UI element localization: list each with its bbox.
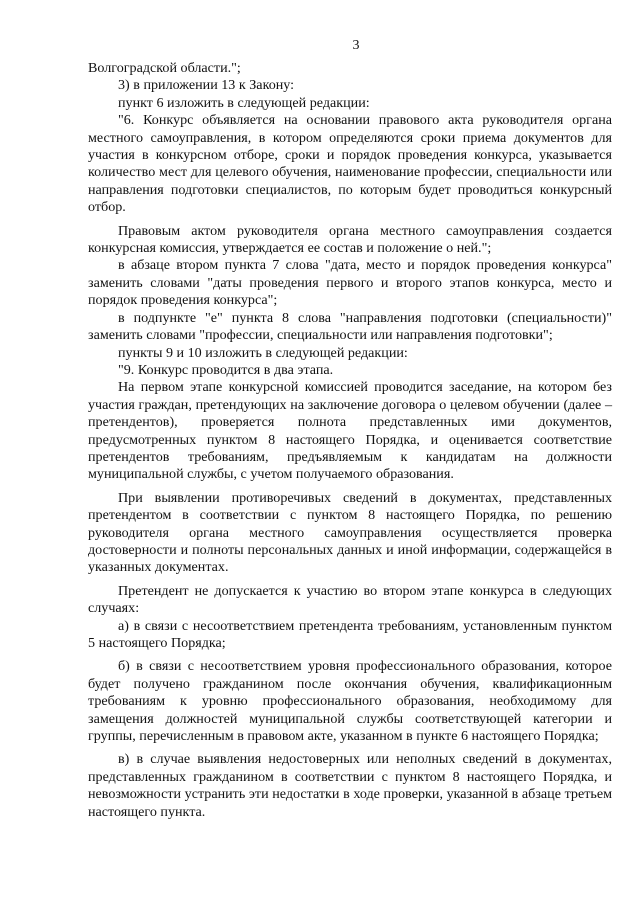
- paragraph-first-stage: На первом этапе конкурсной комиссией проводится заседание, на котором без участия граждан, претендующих на заключение договора о целевом обучении (далее – претендентов), проверяется полнота представленных ими документов, предусмотренных пунктом 8 настоящего Порядка, и оценивается соответствие претендентов требованиям, предъявляемым к кандидатам на должности муниципальной службы, с учетом получаемого образования.: [88, 379, 612, 483]
- paragraph-case-c: в) в случае выявления недостоверных или неполных сведений в документах, представленных гражданином в соответствии с пунктом 8 настоящего Порядка, и невозможности устранить эти недостатки в ходе проверки, указанной в абзаце третьем настоящего пункта.: [88, 751, 612, 820]
- paragraph-points-9-10-instruction: пункты 9 и 10 изложить в следующей редакции:: [118, 344, 408, 361]
- paragraph-commission: Правовым актом руководителя органа местного самоуправления создается конкурсная комиссия, утверждается ее состав и положение о ней.";: [88, 222, 612, 257]
- paragraph-point-6-instruction: пункт 6 изложить в следующей редакции:: [118, 94, 370, 111]
- document-body: [88, 60, 612, 821]
- paragraph-point-9-title: "9. Конкурс проводится в два этапа.: [118, 361, 334, 378]
- paragraph-point-7-change: в абзаце втором пункта 7 слова "дата, место и порядок проведения конкурса" заменить словами "даты проведения первого и второго этапов конкурса, место и порядок проведения конкурса";: [88, 257, 612, 309]
- paragraph-not-admitted: Претендент не допускается к участию во втором этапе конкурса в следующих случаях:: [88, 582, 612, 617]
- paragraph-point-8-change: в подпункте "е" пункта 8 слова "направления подготовки (специальности)" заменить словами "профессии, специальности или направления подготовки";: [88, 309, 612, 344]
- paragraph-point-6-text: "6. Конкурс объявляется на основании правового акта руководителя органа местного самоуправления, в котором определяются сроки приема документов для участия в конкурсном отборе, сроки и порядок проведения конкурса, указывается количество мест для целевого обучения, наименование профессии, специальности или направления подготовки специалистов, по которым будет проводиться конкурсный отбор.: [88, 112, 612, 216]
- paragraph-case-a: а) в связи с несоответствием претендента требованиям, установленным пунктом 5 настоящего Порядка;: [88, 617, 612, 651]
- paragraph-case-b: б) в связи с несоответствием уровня профессионального образования, которое будет получено гражданином после окончания обучения, квалификационным требованиям к уровню профессионального образования, необходимому для замещения должностей муниципальной службы соответствующей категории и группы, перечисленным в правовом акте, указанном в пункте 6 настоящего Порядка;: [88, 658, 612, 745]
- paragraph-item-3: 3) в приложении 13 к Закону:: [118, 77, 295, 94]
- page-number: 3: [352, 38, 360, 53]
- paragraph-intro-ending: Волгоградской области.";: [88, 60, 241, 76]
- paragraph-verification: При выявлении противоречивых сведений в документах, представленных претендентом в соответствии с пунктом 8 настоящего Порядка, по решению руководителя органа местного самоуправления осуществляется проверка достоверности и полноты персональных данных и иной информации, содержащейся в указанных документах.: [88, 489, 612, 576]
